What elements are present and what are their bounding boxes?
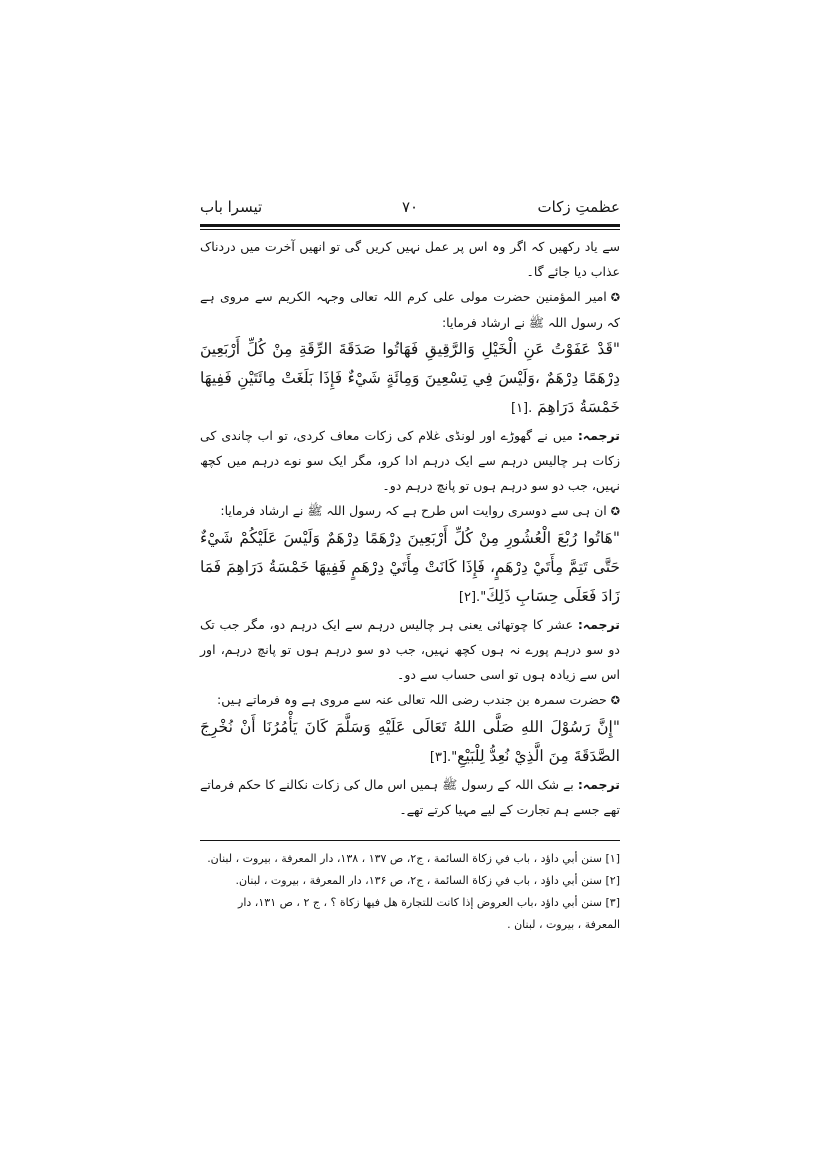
translation-label: ترجمہ: (577, 428, 620, 443)
footnote-1: [۱] سنن أبي داؤد ، باب في زكاة السائمة ، ج۲، ص ۱۳۷ ، ۱۳۸، دار المعرفة ، بيروت ، لبنان. (207, 852, 620, 865)
bullet-icon: ✪ (610, 291, 620, 304)
translation-1-text: میں نے گھوڑے اور لونڈی غلام کی زکات معاف کردی، تو اب چاندی کی زکات ہر چالیس درہم سے ایک درہم ادا کرو، مگر ایک سو نوے درہم میں کچھ نہیں، جب دو سو درہم ہوں تو پانچ درہم دو۔ (200, 428, 620, 493)
paragraph-narration-1 (200, 284, 620, 335)
main-text (200, 234, 620, 822)
translation-2 (200, 612, 620, 687)
footnote-ref-1: .[۱] (510, 401, 533, 416)
arabic-hadith-1 (200, 335, 620, 423)
footnotes (200, 848, 620, 936)
translation-3-text: بے شک اللہ کے رسول ﷺ ہمیں اس مال کی زکات نکالنے کا حکم فرماتے تھے جسے ہم تجارت کے لیے مہیا کرتے تھے۔ (200, 777, 620, 817)
bullet-icon: ✪ (610, 505, 620, 518)
footnote-3: [۳] سنن أبي داؤد ،باب العروض إذا كانت للتجارة هل فيها زكاة ؟ ، ج ۲ ، ص ۱۳۱، دار المعرفة ، بيروت ، لبنان . (238, 896, 620, 931)
header-rule-thin (200, 229, 620, 230)
chapter-title: تیسرا باب (200, 198, 263, 216)
paragraph-narration-3 (200, 687, 620, 713)
footnote-ref-3: ".[۳] (429, 750, 458, 765)
running-header (200, 198, 620, 220)
footnote-2: [۲] سنن أبي داؤد ، باب في زكاة السائمة ، ج۲، ص ۱۳۶، دار المعرفة ، بيروت ، لبنان. (235, 874, 620, 887)
hadith-3-text: "إِنَّ رَسُوْلَ اللهِ صَلَّى اللهُ تَعَالَى عَلَيْهِ وَسَلَّمَ كَانَ يَأْمُرُنَا أَنْ نُخْرِجَ الصَّدَقَةَ مِنَ الَّذِيْ نُعِدُّ لِلْبَيْعِ (200, 718, 620, 765)
translation-3 (200, 772, 620, 822)
translation-2-text: عشر کا چوتھائی یعنی ہر چالیس درہم سے ایک درہم دو، مگر جب تک دو سو درہم پورے نہ ہوں کچھ نہیں، جب دو سو درہم ہوں تو پانچ درہم، اور اس سے زیادہ ہوں تو اسی حساب سے دو۔ (200, 617, 620, 682)
hadith-1-text: "قَدْ عَفَوْتُ عَنِ الْخَيْلِ وَالرَّقِيقِ فَهَاتُوا صَدَقَةَ الرِّقَةِ مِنْ كُلِّ أَرْبَعِينَ دِرْهَمًا دِرْهَمٌ ،وَلَيْسَ فِي تِسْعِينَ وَمِائَةٍ شَيْءٌ فَإِذَا بَلَغَتْ مِائَتَيْنِ فَفِيهَا خَمْسَةُ دَرَاهِمَ (200, 340, 620, 416)
bullet-icon: ✪ (610, 694, 620, 707)
narration-3-text: حضرت سمرہ بن جندب رضی اللہ تعالی عنہ سے مروی ہے وہ فرماتے ہیں: (217, 692, 607, 707)
header-rule-thick (200, 224, 620, 227)
page-number: ۷۰ (401, 198, 419, 216)
arabic-hadith-3 (200, 713, 620, 772)
book-title: عظمتِ زکات (537, 198, 620, 216)
paragraph-intro: سے یاد رکھیں کہ اگر وہ اس پر عمل نہیں کریں گی تو انھیں آخرت میں دردناک عذاب دیا جائے گا۔ (200, 239, 620, 279)
footnote-divider (200, 840, 620, 841)
translation-label: ترجمہ: (577, 777, 620, 792)
arabic-hadith-2 (200, 524, 620, 612)
narration-1-text: امیر المؤمنین حضرت مولی علی کرم اللہ تعالی وجہہ الکریم سے مروی ہے کہ رسول اللہ ﷺ نے ارشاد فرمایا: (200, 289, 620, 330)
hadith-2-text: "هَاتُوا رُبْعَ الْعُشُورِ مِنْ كُلِّ أَرْبَعِينَ دِرْهَمًا دِرْهَمٌ وَلَيْسَ عَلَيْكُمْ شَيْءٌ حَتَّى تَتِمَّ مِأَتَيْ دِرْهَمٍ، فَإِذَا كَانَتْ مِأَتَيْ دِرْهَمٍ فَفِيهَا خَمْسَةُ دَرَاهِمَ فَمَا زَادَ فَعَلَى حِسَابِ ذَلِكَ (200, 529, 620, 605)
footnote-ref-2: ".[۲] (458, 590, 487, 605)
translation-1 (200, 423, 620, 498)
paragraph-narration-2 (200, 498, 620, 524)
translation-label: ترجمہ: (577, 617, 620, 632)
narration-2-text: ان ہی سے دوسری روایت اس طرح ہے کہ رسول اللہ ﷺ نے ارشاد فرمایا: (220, 503, 607, 518)
